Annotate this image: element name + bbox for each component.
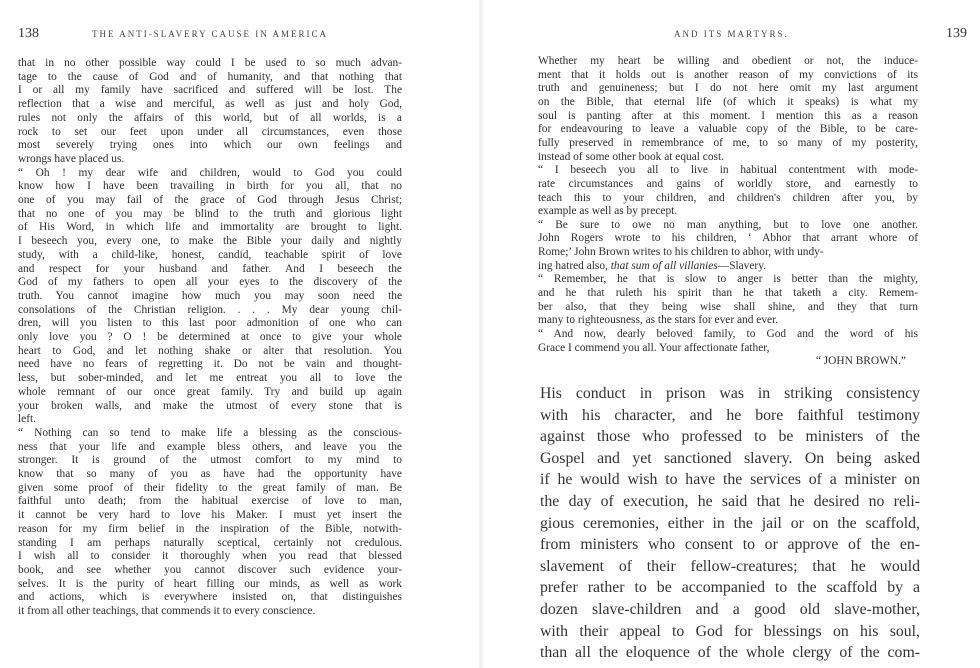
text-line: John Rogers wrote to his children, ‘ Abhor that arrant whore of	[538, 232, 918, 245]
text-line: most severely trying ones into which our own feelings and	[18, 139, 402, 152]
slavery-line-suffix: —Slavery.	[717, 259, 767, 272]
text-line: “ Oh ! my dear wife and children, would to God you could	[18, 166, 402, 179]
gutter	[478, 0, 484, 668]
right-page-number: 139	[946, 26, 967, 41]
right-running-head: AND ITS MARTYRS.	[674, 29, 789, 39]
text-line: reflection that a wise and merciful, as well as just and holy God,	[18, 98, 402, 111]
text-line: instead of some other book at equal cost.	[538, 150, 724, 163]
text-line: standing I am perhaps naturally sceptical, certainly not credulous.	[18, 536, 402, 549]
text-line: stronger. It is ground of the utmost comfort to my mind to	[18, 454, 402, 467]
text-line: “ Be sure to owe no man anything, but to love one another.	[538, 218, 918, 231]
text-line: of His Word, in which life and immortality are brought to light.	[18, 221, 402, 234]
text-line: ber also, that they being wise shall shine, and they that turn	[538, 300, 918, 313]
text-line: many to righteousness, as the stars for ever and ever.	[538, 314, 779, 327]
text-line: “ I beseech you all to live in habitual contentment with mode-	[538, 164, 918, 177]
narrative-line: against those who professed to be ministers of the	[540, 428, 920, 446]
text-line: I or all my family have sacrificed and suffered will be lost. The	[18, 84, 402, 97]
text-line: rock to set our feet upon under all circumstances, even those	[18, 125, 402, 138]
text-line: that no one of you may be blind to the truth and glorious light	[18, 207, 402, 220]
narrative-line: with his character, and he bore faithful testimony	[540, 406, 920, 424]
text-line: I beseech you, every one, to make the Bible your daily and nightly	[18, 235, 402, 248]
text-line: faithful unto death; from the habitual exercise of love to man,	[18, 495, 402, 508]
text-line: ment that it holds out is another reason of my convictions of its	[538, 68, 918, 81]
narrative-line: gious ceremonies, either in the jail or on the scaffold,	[540, 514, 920, 532]
signature: “ JOHN BROWN.”	[815, 355, 906, 368]
text-line: example as well as by precept.	[538, 205, 678, 218]
narrative-line: from ministers who consent to or approve of the en-	[540, 536, 920, 554]
text-line: know that so many of you as have had the opportunity have	[18, 468, 402, 480]
text-line: tage to the cause of God and of humanity, and that nothing that	[18, 70, 402, 83]
text-line: less, but sober-minded, and let me entreat you all to love the	[18, 372, 402, 385]
text-line: selves. It is the purity of heart filling our minds, as well as work	[18, 577, 402, 590]
text-line: it from all other teachings, that commends it to every conscience.	[18, 605, 316, 617]
text-line: dren, will you listen to this last poor admonition of one who can	[18, 317, 402, 330]
text-line: left.	[18, 413, 37, 426]
text-line: for endeavouring to leave a valuable copy of the Bible, to be care-	[538, 123, 918, 136]
narrative-line: prefer rather to be accompanied to the scaffold by a	[540, 579, 920, 597]
text-line: study, with a child-like, honest, candid, teachable spirit of love	[18, 248, 402, 261]
text-line: Rome;’ John Brown writes to his children to abhor, with undy-	[538, 246, 824, 259]
text-line: Grace I commend you all. Your affectionate father,	[538, 341, 770, 354]
narrative-line: His conduct in prison was in striking consistency	[540, 385, 920, 402]
text-line: book, and see whether you cannot discover such evidence your-	[18, 563, 402, 576]
left-page	[0, 0, 470, 668]
text-line: fully preserved in remembrance of me, to so many of my posterity,	[538, 136, 918, 149]
narrative-line: the day of execution, he said that he desired no reli-	[540, 493, 920, 510]
text-line: “ Remember, he that is slow to anger is better than the mighty,	[538, 273, 918, 286]
text-line: given some proof of their fidelity to the great family of man. Be	[18, 481, 402, 494]
text-line: consolations of the Christian religion. . . . My dear young chil-	[18, 303, 402, 316]
slavery-line-italic: that sum of all villanies	[610, 259, 718, 272]
text-line: wrongs have placed us.	[18, 152, 125, 165]
right-page	[490, 0, 980, 668]
narrative-line: if he would wish to have the services of a minister on	[540, 471, 920, 489]
narrative-line: slavement of their fellow-creatures; that he would	[540, 557, 920, 575]
text-line: your broken walls, and make the utmost of every stone that is	[18, 399, 402, 412]
narrative-line: than all the eloquence of the whole clergy of the com-	[540, 644, 920, 662]
left-running-head: THE ANTI-SLAVERY CAUSE IN AMERICA	[92, 29, 329, 39]
text-line: and actions, which is everywhere insisted on, that distinguishes	[18, 591, 402, 604]
narrative-line: with their appeal to God for blessings on his soul,	[540, 622, 920, 640]
text-line: that in no other possible way could I be used to so much advan-	[18, 57, 402, 69]
text-line: know how I have been travailing in birth for you all, that no	[18, 180, 402, 193]
text-line: “ Nothing can so tend to make life a blessing as the conscious-	[18, 426, 402, 439]
slavery-line-prefix: ing hatred also,	[538, 259, 611, 272]
text-line: rules not only the affairs of this world, but of all worlds, is a	[18, 111, 402, 124]
left-page-number: 138	[18, 26, 39, 41]
text-line: soul is panting after at this moment. I mention this as a reason	[538, 109, 918, 122]
text-line: God of my fathers to open all your eyes to the discovery of the	[18, 276, 402, 289]
text-line: teach this to your children, and children's children after you, by	[538, 191, 918, 204]
text-line: rate circumstances and gains of worldly store, and earnestly to	[538, 177, 918, 190]
text-line: truth. You cannot imagine how much you may soon need the	[18, 289, 402, 302]
text-line: one of you may fail of the grace of God through Jesus Christ;	[18, 194, 402, 206]
text-line: reason for my firm belief in the inspiration of the Bible, notwith-	[18, 522, 402, 535]
narrative-line: dozen slave-children and a good old slave-mother,	[540, 601, 920, 618]
text-line: truth and genuineness; but I do not here omit my last argument	[538, 82, 918, 95]
text-line: I wish all to consider it thoroughly when you read that blessed	[18, 550, 402, 563]
text-line: and respect for your husband and father. And I beseech the	[18, 262, 402, 275]
text-line: heart to God, and let nothing shake or alter that resolution. You	[18, 344, 402, 357]
text-line: Whether my heart be willing and obedient or not, the induce-	[538, 55, 918, 67]
text-line: only love you ? O ! be determined at once to give your whole	[18, 331, 402, 343]
text-line: and he that ruleth his spirit than he that taketh a city. Remem-	[538, 287, 918, 300]
text-line: whole remnant of our once great family. Try and build up again	[18, 385, 402, 398]
text-line: on the Bible, that eternal life (of which it speaks) is what my	[538, 95, 918, 108]
text-line: need have no fears of regretting it. Do not be vain and thought-	[18, 358, 402, 371]
text-line: ness that your life and example bless others, and leave you the	[18, 440, 402, 453]
slavery-line	[538, 260, 918, 274]
narrative-line: Gospel and yet sanctioned slavery. On being asked	[540, 449, 920, 467]
text-line: it cannot be very hard to love his Maker. I must yet insert the	[18, 509, 402, 522]
text-line: “ And now, dearly beloved family, to God and the word of his	[538, 328, 918, 340]
